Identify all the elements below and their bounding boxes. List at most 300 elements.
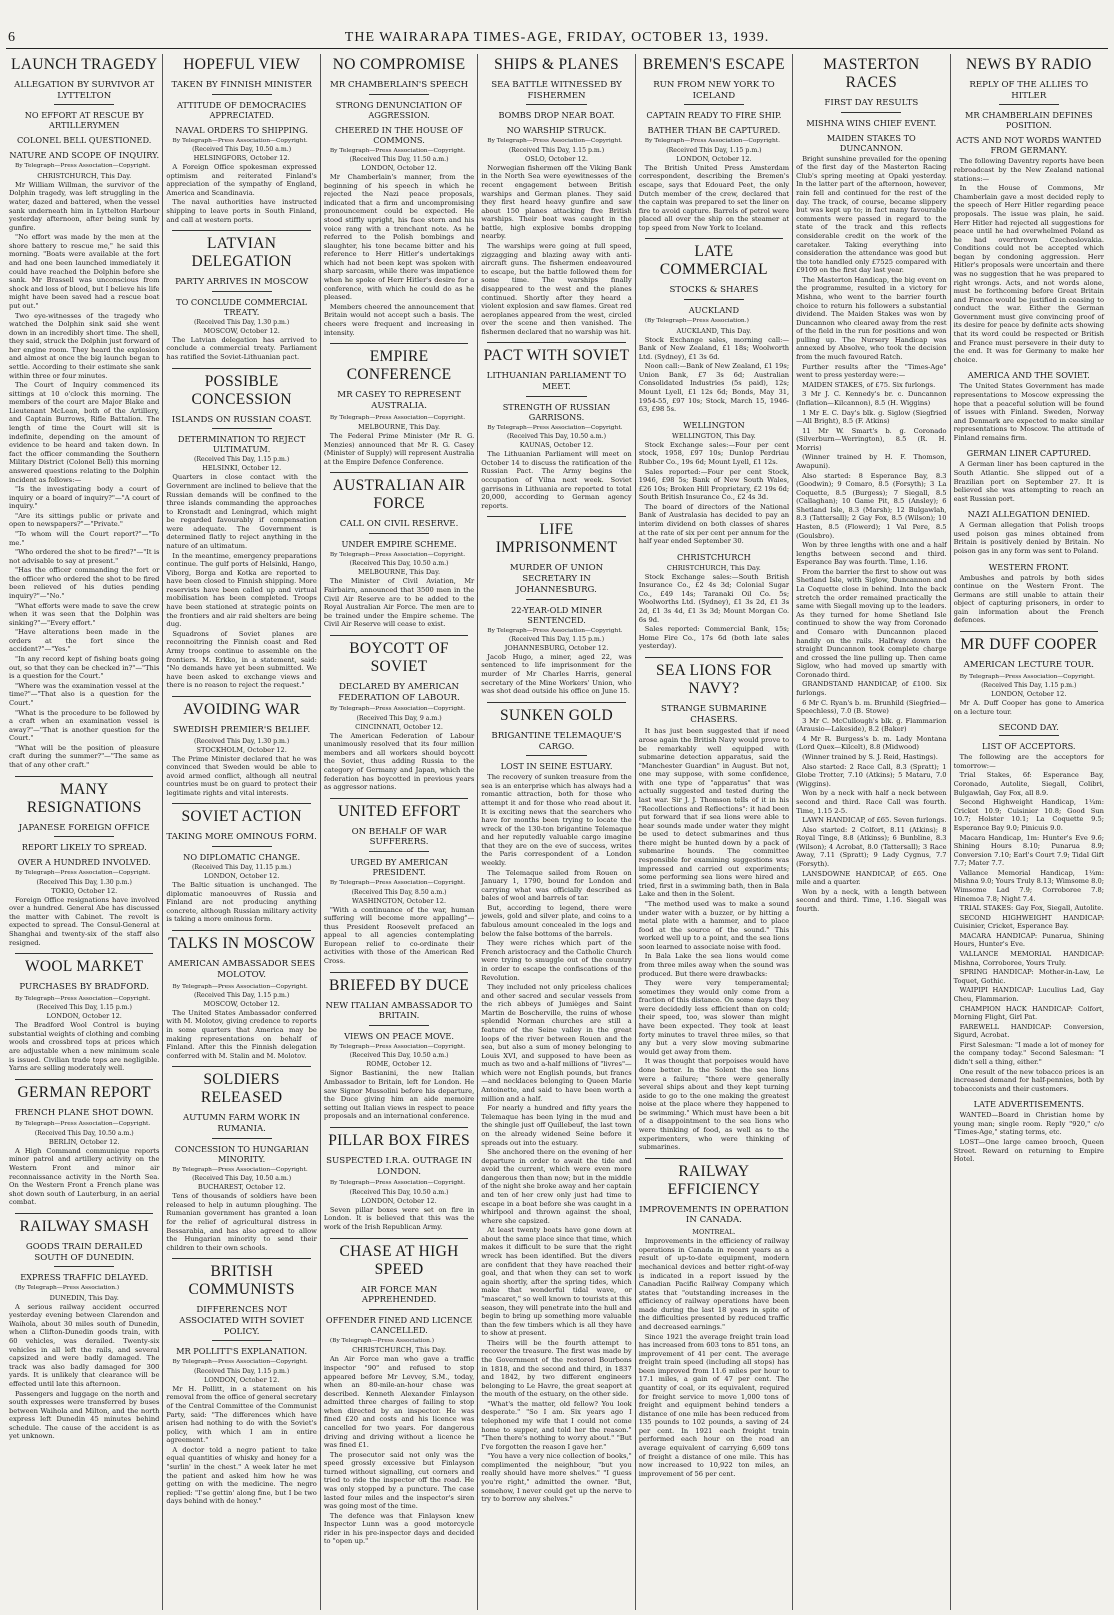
article-divider	[15, 1213, 153, 1214]
received-time: (Received This Day, 1.15 p.m.)	[508, 146, 605, 154]
subheadline: CAPTAIN READY TO FIRE SHIP.	[646, 110, 782, 121]
subhead-rule	[526, 104, 586, 105]
paragraph: SPRING HANDICAP: Mother-in-Law, Le Toquet, Gothic.	[953, 968, 1104, 985]
dateline: MONTREAL.	[692, 1228, 736, 1237]
paragraph: A serious railway accident occurred yesterday evening between Clarendon and Waihola, about 30 miles south of Dunedin, when a Clifton-Dunedin goods train, with 60 vehicles, was derailed. Twenty-six vehicles in all left the rails, and several capsized and were badly damaged. The track was also badly damaged for 300 yards. It is unlikely that clearance will be effected until late this afternoon.	[9, 1302, 160, 1388]
received-time: (Received This Day, 10.50 a.m.)	[34, 1129, 134, 1137]
paragraph: Also started: 2 Race Call, 8.3 (Spratt); 1 Globe Trotter, 7.10 (Atkins); 5 Mataru, 7.0 (Wiggins).	[796, 762, 947, 788]
paragraph: 1 Mr E. C. Day's blk. g. Siglow (Siegfried—All Bright), 8.5 (F. Atkins)	[796, 408, 947, 426]
paragraph: Quarters in close contact with the Government are inclined to believe that the Russian demands will be confined to the three islands commanding the approaches to Kronstadt and Leningrad, which might be regarded favourably if compensation were adequate. The Government is determined flatly to reject anything in the nature of an ultimatum.	[166, 473, 317, 550]
article-divider	[487, 702, 625, 703]
dateline: HELSINKI, October 12.	[202, 464, 282, 473]
dateline: BERLIN, October 12.	[48, 1137, 120, 1146]
received-time: (Received This Day, 10.50 a.m.)	[349, 560, 449, 568]
article	[166, 56, 316, 224]
subhead-rule	[369, 1309, 429, 1310]
paragraph: The Bradford Wool Control is buying substantial weights of clothing and combing wools and crossbred tops at prices which are adjustable when a new minimum scale is issued. Civilian trade tops are negligible. Yarns are selling moderately well.	[9, 1021, 160, 1073]
paragraph: The defence was that Finlayson knew Inspector Lunn was a good motorcycle rider in his pre-inspector days and decided to "open up."	[323, 1511, 475, 1546]
headline: SUNKEN GOLD	[499, 706, 614, 724]
paragraph: MAIDEN STAKES, of £75. Six furlongs.	[802, 380, 936, 389]
byline: By Telegraph—Press Association—Copyright.	[329, 551, 466, 558]
subheadline: TAKING MORE OMINOUS FORM.	[166, 832, 317, 843]
paragraph: The British United Press Amsterdam correspondent, describing the Bremen's escape, says that Edouard Peet, the only Dutch member of the crew, declared that the captain was prepared to set the liner on fire to avoid capture. Barrels of petrol were placed all over the ship on the steamer at top speed from New York to Iceland.	[638, 163, 790, 232]
subheadline: AUTUMN FARM WORK IN RUMANIA.	[182, 1113, 301, 1135]
dateline: MOSCOW, October 12.	[203, 999, 280, 1008]
article	[9, 1213, 159, 1441]
dateline: KAUNAS, October 12.	[519, 441, 594, 450]
paragraph: In Bala Lake the sea lions would come from three miles away when the sound was produced. But there were drawbacks:	[638, 952, 790, 978]
subheadline: AUCKLAND	[688, 305, 740, 316]
headline: AVOIDING WAR	[183, 700, 301, 718]
byline: By Telegraph—Press Association—Copyright.	[15, 1121, 151, 1128]
column-5	[637, 54, 791, 1610]
subheadline: GOODS TRAIN DERAILED SOUTH OF DUNEDIN.	[25, 1241, 143, 1263]
headline: SEA LIONS FOR NAVY?	[655, 661, 772, 697]
paragraph: The prosecutor said not only was the speed grossly excessive but Finlayson turned without signalling, cut corners and tried to ride the inspector off the road. He was only stopped by a puncture. The case lasted four miles and the inspector's siren was going most of the time.	[323, 1450, 475, 1511]
received-time: (Received This Day, 1.15 p.m.)	[193, 456, 290, 464]
subheadline: DIFFERENCES NOT ASSOCIATED WITH SOVIET POLICY.	[179, 1305, 305, 1337]
subheadline: WESTERN FRONT.	[988, 561, 1069, 572]
subheadline: REPLY OF THE ALLIES TO HITLER	[969, 80, 1089, 101]
headline: RAILWAY SMASH	[19, 1217, 149, 1235]
received-time: (Received This Day, 1.15 p.m.)	[36, 1004, 132, 1012]
subheadline: FIRST DAY RESULTS	[824, 98, 919, 108]
subheadline: NAVAL ORDERS TO SHIPPING.	[175, 124, 309, 135]
dateline: CHRISTCHURCH, This Day.	[352, 1346, 447, 1355]
paragraph: They were very temperamental; sometimes they would only come from a fraction of this distance. On some days they were decidedly less efficient than on cold; their speed, too, was slower than might have been expected. They took at least forty minutes to travel three miles, so that any but a very slow moving submarine would get away from them.	[638, 979, 790, 1056]
subheadline: WELLINGTON	[683, 419, 745, 430]
subhead-rule	[212, 94, 272, 95]
subhead-rule	[684, 104, 744, 105]
subhead-rule	[369, 1025, 429, 1026]
article-divider	[330, 635, 468, 636]
dateline: LONDON, October 12.	[203, 872, 280, 881]
article-divider	[172, 696, 310, 697]
subheadline: BOMBS DROP NEAR BOAT.	[498, 110, 615, 121]
byline: By Telegraph—Press Association—Copyright.	[959, 673, 1095, 680]
paragraph: Stock Exchange sales:—Four per cent stock, 1958, £97 10s; Dunlop Perdriau Rubber Co., 19s 6d; Mount Lyell, £1 12s.	[638, 440, 790, 466]
paragraph: Further results after the "Times-Age" went to press yesterday were:—	[796, 362, 947, 380]
headline: TALKS IN MOSCOW	[168, 935, 316, 953]
paragraph: Also started: 2 Colfort, 8.11 (Atkins); 8 Royal Tinge, 8.8 (Atkinss); 6 Bunbline, 8.3 (Wilson); 4 Acrobat, 8.0 (Tattersall); 3 Race Away, 7.11 (Spratt); 9 Lady Cygnus, 7.7 (Forsyth).	[796, 825, 947, 868]
paragraph: VALLANCE MEMORIAL HANDICAP: Mishna, Corroboree, Yours Truly.	[953, 950, 1104, 967]
page-number: 6	[8, 30, 16, 45]
article-divider	[172, 1066, 310, 1067]
subheadline: CALL ON CIVIL RESERVE.	[339, 519, 459, 530]
subheadline: NO EFFORT AT RESCUE BY ARTILLERYMEN	[24, 110, 144, 131]
paragraph: The Minister of Civil Aviation, Mr Fairbairn, announced that 3500 men in the Civil Air Reserve are to be added to the Royal Australian Air Force. The men are to be trained under the Empire scheme. The Civil Air Reserve will cease to exist.	[323, 577, 475, 629]
article	[481, 56, 631, 336]
paragraph: The Prime Minister declared that he was convinced that Sweden would be able to avoid armed conflict, although all neutral countries must be on guard to protect their legitimate rights and vital interests.	[166, 754, 317, 797]
article	[324, 343, 474, 466]
received-time: (Received This Day, 1.15 p.m.)	[193, 991, 290, 999]
subheadline: NAZI ALLEGATION DENIED.	[967, 509, 1090, 520]
article-divider	[172, 368, 310, 369]
subhead-rule	[369, 533, 429, 534]
received-time: (Received This Day, 10.50 a.m.)	[192, 1175, 292, 1183]
article-divider	[487, 516, 625, 517]
subheadline: JAPANESE FOREIGN OFFICE	[18, 822, 150, 833]
article	[166, 803, 316, 924]
subheadline: NO DIPLOMATIC CHANGE.	[183, 852, 301, 863]
byline: By Telegraph—Press Association—Copyright.	[487, 138, 623, 145]
subheadline: PURCHASES BY BRADFORD.	[19, 982, 150, 993]
subheadline: MURDER OF UNION SECRETARY IN JOHANNESBURG.	[509, 563, 604, 595]
article-divider	[330, 472, 468, 473]
byline: By Telegraph—Press Association—Copyright.	[15, 163, 151, 170]
dateline: MOSCOW, October 12.	[203, 326, 280, 335]
article	[166, 696, 316, 798]
paragraph: Two eye-witnesses of the tragedy who watched the Dolphin sink said she went down in an incredibly short time. The shell, they said, struck the Dolphin just forward of her engine room. They heard the explosion and almost at once the big launch began to settle. According to their estimate she sank within three or four minutes.	[9, 311, 160, 380]
headline: BRITISH COMMUNISTS	[188, 1263, 295, 1299]
article	[954, 631, 1104, 716]
subhead-rule	[212, 428, 272, 429]
subheadline: URGED BY AMERICAN PRESIDENT.	[350, 857, 448, 878]
subheadline: TAKEN BY FINNISH MINISTER	[171, 80, 312, 90]
column-rule	[477, 54, 478, 1610]
paragraph: The naval authorities have instructed shipping to leave ports in South Finland, and call at western ports.	[166, 198, 317, 224]
headline: HOPEFUL VIEW	[183, 56, 301, 73]
article	[954, 448, 1104, 503]
headline: SHIPS & PLANES	[494, 56, 619, 73]
headline: MANY RESIGNATIONS	[26, 780, 142, 816]
paragraph: GRANDSTAND HANDICAP, of £100. Six furlongs.	[796, 680, 947, 697]
dateline: LONDON, October 12.	[46, 1012, 122, 1021]
received-time: (Received This Day, 1.15 p.m.)	[193, 1367, 290, 1375]
subheadline: ALLEGATION BY SURVIVOR AT LYTTELTON	[14, 80, 155, 101]
column-rule	[320, 54, 321, 1610]
byline: By Telegraph—Press Association—Copyright.	[329, 880, 466, 887]
subheadline: MR CHAMBERLAIN DEFINES POSITION.	[964, 110, 1093, 131]
subheadline: REPORT LIKELY TO SPREAD.	[21, 842, 147, 853]
article-divider	[645, 1158, 783, 1159]
subheadline: CHRISTCHURCH	[677, 551, 751, 562]
column-4	[479, 54, 633, 1610]
paragraph: The Federal Prime Minister (Mr R. G. Menzies) announced that Mr R. G. Casey (Minister of Supply) will represent Australia at the Empire Defence Conference.	[323, 431, 475, 466]
article	[639, 238, 789, 413]
headline: WOOL MARKET	[24, 958, 144, 976]
paragraph: Seven pillar boxes were set on fire in London. It is believed that this was the work of the Irish Republican Army.	[323, 1205, 475, 1231]
paragraph: TRIAL STAKES: Gay Fox, Siegall, Autolite.	[959, 904, 1104, 913]
byline: By Telegraph—Press Association—Copyright.	[329, 147, 466, 154]
paragraph: Mr H. Pollitt, in a statement on his removal from the office of general secretary of the Central Committee of the Communist Party, said: "The differences which have arisen had nothing to do with the Soviet's policy, with which I am in entire agreement."	[166, 1384, 317, 1445]
subheadline: STOCKS & SHARES	[669, 285, 759, 296]
paragraph: "Is the investigating body a court of inquiry or a board of inquiry?"—"A court of inquiry."	[9, 485, 160, 511]
subheadline: RUN FROM NEW YORK TO ICELAND	[653, 80, 775, 101]
subhead-rule	[526, 396, 586, 397]
paragraph: The board of directors of the National Bank of Australasia has decided to pay an interim dividend on both classes of shares at the rate of six per cent per annum for the half year ended September 30.	[638, 502, 790, 546]
paragraph: The Telemaque sailed from Rouen on January 1, 1790, bound for London and carrying what was officially described as bales of wool and barrels of tar.	[481, 868, 632, 903]
headline: CHASE AT HIGH SPEED	[339, 1242, 459, 1278]
byline: By Telegraph—Press Association—Copyright.	[329, 1044, 466, 1051]
subhead-rule	[212, 1340, 272, 1341]
subheadline: SUSPECTED I.R.A. OUTRAGE IN LONDON.	[326, 1155, 472, 1177]
dateline: LONDON, October 12.	[676, 154, 752, 163]
headline: MASTERTON RACES	[823, 56, 920, 91]
paragraph: A doctor told a negro patient to take equal quantities of whisky and honey for a "surlin' in the chest." A week later he met the patient and asked him how he was getting on with the medicine. The negro replied: "I'se gettin' along fine, but I be two days behind with de honey."	[166, 1445, 317, 1506]
dateline: BUCHAREST, October 12.	[197, 1183, 286, 1192]
article	[481, 516, 631, 695]
paragraph: They included not only priceless chalices and other sacred and secular vessels from the rich abbeys of Jumièges and Saint Martin de Boscherville, the ruins of whose splendid Norman churches are still a feature of the Seine valley in the great loops of the river between Rouen and the sea, but also a sum of money belonging to Louis XVI, and supposed to have been as much as two and a-half millions of "livres"—which were not English pounds, but francs—and necklaces belonging to Queen Marie Antoinette, and said to have been worth a million and a half.	[481, 983, 632, 1103]
article	[324, 972, 474, 1121]
subheadline: NO WARSHIP STRUCK.	[506, 125, 607, 136]
paragraph: 4 Mr R. Burgess's b. m. Lady Montana (Lord Quex—Kilcelt), 8.8 (Midwood)	[796, 734, 947, 752]
headline: EMPIRE CONFERENCE	[346, 348, 452, 384]
subheadline: OVER A HUNDRED INVOLVED.	[17, 857, 151, 868]
article	[324, 56, 474, 337]
column-rule	[162, 54, 163, 1610]
paragraph: They were riches which part of the French aristocracy and the Catholic Church were trying to smuggle out of the country in order to escape the confiscations of the Revolution.	[481, 939, 632, 982]
paragraph: (Winner trained by S. J. Reid, Hastings).	[802, 753, 938, 762]
paragraph: Stock Exchange sales, morning call:—Bank of New Zealand, £1 18s; Woolworth Ltd. (Sydney), £1 3s 6d.	[638, 335, 790, 361]
received-time: (Received This Day, 10.50 a.m.)	[349, 1188, 449, 1196]
byline: By Telegraph—Press Association—Copyright.	[329, 414, 466, 421]
subhead-rule	[54, 104, 114, 105]
subhead-rule	[212, 1138, 272, 1139]
subheadline: STRENGTH OF RUSSIAN GARRISONS.	[502, 401, 611, 422]
dateline: JOHANNESBURG, October 12.	[504, 643, 609, 652]
article-divider	[172, 803, 310, 804]
headline: PILLAR BOX FIRES	[328, 1131, 470, 1149]
byline: By Telegraph—Press Association—Copyright.	[15, 870, 151, 877]
byline: By Telegraph—Press Association—Copyright.	[487, 424, 623, 431]
article	[324, 1238, 474, 1547]
headline: LATE COMMERCIAL	[659, 243, 768, 279]
paragraph: Macara Handicap, 1m: Hunter's Eve 9.6; Shining Hours 8.10; Punarua 8.9; Conversion 7.10; Earl's Court 7.9; Tidal Gift 7.7; Mater 7.7.	[953, 833, 1104, 868]
dateline: STOCKHOLM, October 12.	[196, 745, 287, 754]
article	[639, 1158, 789, 1479]
received-time: (Received This Day, 11.50 a.m.)	[349, 156, 449, 164]
headline: BREMEN'S ESCAPE	[642, 56, 785, 73]
headline: AUSTRALIAN AIR FORCE	[332, 477, 466, 513]
headline: LATVIAN DELEGATION	[191, 235, 292, 271]
dateline: OSLO, October 12.	[524, 154, 589, 163]
paragraph: A German liner has been captured in the South Atlantic. She slipped out of a Brazilian port on September 27. It is believed she was attempting to reach an east Russian port.	[953, 460, 1104, 503]
headline: LAUNCH TRAGEDY	[10, 56, 158, 73]
paragraph: Won by a neck with half a neck between second and third. Race Call was fourth. Time, 1.15 2-5.	[796, 789, 947, 815]
paragraph: LAWN HANDICAP, of £65. Seven furlongs.	[802, 816, 947, 825]
subhead-rule	[684, 299, 744, 300]
paragraph: The Masterton Handicap, the big event on the programme, resulted in a victory for Mishna, who went to the barrier fourth choice to return his followers a substantial dividend. The Maiden Stakes was won by Duncannon who cleared away from the rest of the field in the run for positions and won pulling up. The Nursery Handicap was annexed by Absolve, who took the decision from the much favoured Ratch.	[796, 275, 947, 362]
received-time: (Received This Day, 1.15 p.m.)	[666, 146, 762, 154]
paragraph: Passengers and luggage on the north and south expresses were transferred by buses between Waihola and Milton, and the north express left Dunedin 45 minutes behind schedule. The cause of the accident is as yet unknown.	[9, 1389, 160, 1441]
subheadline: ISLANDS ON RUSSIAN COAST.	[171, 414, 312, 425]
article-divider	[330, 343, 468, 344]
dateline: LONDON, October 12.	[203, 1375, 280, 1384]
article	[324, 635, 474, 792]
headline: BRIEFED BY DUCE	[329, 976, 470, 994]
paragraph: Norwegian fishermen off the Viking Bank in the North Sea were eyewitnesses of the recent engagement between British warships and German planes. They said they first heard heavy gunfire and saw about 150 planes attacking five British warships. Their boat was caught in the battle, high explosive bombs dropping nearby.	[481, 163, 632, 241]
article	[9, 953, 159, 1073]
paragraph: "Has the officer commanding the fort or the officer who ordered the shot to be fired been relieved of his duties pending inquiry?"—"No."	[9, 566, 160, 601]
headline: BOYCOTT OF SOVIET	[349, 639, 449, 675]
paragraph: The recovery of sunken treasure from the sea is an enterprise which has always had a romantic attraction, both for those who attempt it and for those who read about it. It is exciting news that the searchers who have for months been trying to locate the wreck of the 130-ton brigantine Telemaque and her reputedly valuable cargo imagine that they are on the eve of success, writes the Paris correspondent of a London weekly.	[481, 773, 632, 868]
column-2	[164, 54, 318, 1610]
subheadline: ACTS AND NOT WORDS WANTED FROM GERMANY.	[956, 135, 1102, 156]
subheadline: AMERICA AND THE SOVIET.	[967, 370, 1090, 381]
paragraph: She anchored there on the evening of her departure in order to await the tide and avoid the current, which were even more dangerous then than now; but in the middle of the night she broke away and her captain and ten of her crew only just had time to escape in a boat before she was caught in a whirlpool and thrown against the shoal, where she capsized.	[481, 1148, 632, 1225]
paragraph: Stock Exchange sales:—South British Insurance Co., £2 4s 3d; Colonial Sugar Co., £49 14s; Taranaki Oil Co. 5s; Woolworths Ltd. (Sydney), £1 3s 2d, £1 3s 2d, £1 3s 4d, £1 3s 3d; Mount Morgan Co. 6s 9d.	[638, 572, 790, 624]
article-divider	[172, 1258, 310, 1259]
article	[481, 342, 631, 510]
article-divider	[330, 1238, 468, 1239]
paragraph: 11 Mr W. Smart's b. g. Coronado (Silverburn—Werrington), 8.5 (R. H. Morris)	[796, 426, 947, 452]
column-6	[794, 54, 948, 1610]
subheadline: SEA BATTLE WITNESSED BY FISHERMEN	[491, 80, 622, 101]
dateline: WASHINGTON, October 12.	[352, 896, 447, 905]
paragraph: A German allegation that Polish troops used poison gas mines obtained from Britain is positively denied by Britain. No poison gas in any form was sent to Poland.	[953, 521, 1104, 556]
paragraph: SECOND HIGHWEIGHT HANDICAP: Cuisinier, Cricket, Esperance Bay.	[953, 913, 1104, 931]
article	[9, 1079, 159, 1207]
byline: By Telegraph—Press Association—Copyright.	[15, 995, 151, 1002]
subheadline: ON BEHALF OF WAR SUFFERERS.	[351, 826, 447, 848]
subheadline: 22-YEAR-OLD MINER SENTENCED.	[511, 604, 602, 625]
article-divider	[15, 953, 153, 954]
article	[796, 56, 946, 913]
received-time: (Received This Day, 1.15 p.m.)	[981, 682, 1077, 690]
subheadline: CHEERED IN THE HOUSE OF COMMONS.	[334, 124, 464, 145]
subheadline: IMPROVEMENTS IN OPERATION IN CANADA.	[639, 1204, 789, 1226]
article-divider	[330, 972, 468, 973]
article	[639, 420, 789, 546]
subhead-rule	[54, 836, 114, 837]
paragraph: "The method used was to make a sound under water with a buzzer, or by hitting a metal plate with a hammer, and to place food at the source of the sound." This worked well up to a point, and the sea lions soon learned to associate noise with food.	[638, 899, 790, 951]
paragraph: Squadrons of Soviet planes are reconnoitring the Finnish coast and Red Army troops continue to assemble on the frontiers. M. Erkko, in a statement, said: "No demands have yet been submitted. We have been asked to exchange views and there is no reason to reject the request."	[166, 629, 317, 690]
headline: POSSIBLE CONCESSION	[191, 372, 292, 408]
byline: By Telegraph—Press Association—Copyright.	[172, 137, 308, 144]
paragraph: Ambushes and patrols by both sides continue on the Western Front. The Germans are still unable to attain their object of capturing prisoners, in order to gain information about the French defences.	[953, 573, 1104, 625]
paragraph: The United States Ambassador conferred with M. Molotov, giving credence to reports in some quarters that America may be making representations on behalf of Finland. After this the Finnish delegation conferred with M. Stalin and M. Molotov.	[166, 1008, 317, 1060]
subhead-rule	[369, 94, 429, 95]
paragraph: Trial Stakes, 6f: Esperance Bay, Coronado, Autolite, Siegall, Colibri, Bulgawlah, Gay Fox, all 8.9.	[953, 771, 1104, 797]
subheadline: LOST IN SEINE ESTUARY.	[500, 761, 613, 772]
paragraph: Foreign Office resignations have involved over a hundred. General Abe has discussed the matter with Cabinet. The revolt is expected to spread. The Consul-General at Shanghai and twenty-six of the staff also resigned.	[9, 895, 160, 947]
subheadline: BRIGANTINE TELEMAQUE'S CARGO.	[491, 730, 622, 752]
subheadline: MISHNA WINS CHIEF EVENT.	[806, 117, 937, 128]
dateline: AUCKLAND, This Day.	[676, 326, 752, 335]
paragraph: The following Daventry reports have been rebroadcast by the New Zealand national stations:—	[953, 157, 1104, 183]
paragraph: "What is the procedure to be followed by a craft when an examination vessel is away?"—"That is another question for the Court."	[9, 708, 160, 743]
received-time: (Received This Day, 9 a.m.)	[356, 714, 442, 722]
subheadline: COLONEL BELL QUESTIONED.	[17, 135, 152, 146]
byline: By Telegraph—Press Association—Copyright.	[329, 1180, 466, 1187]
subheadline: PARTY ARRIVES IN MOSCOW	[175, 277, 309, 288]
subheadline: UNDER EMPIRE SCHEME.	[341, 538, 457, 549]
received-time: (Received This Day, 1.30 p.m.)	[193, 737, 290, 745]
column-rule	[635, 54, 636, 1610]
paragraph: Jacob Hugo, a miner, aged 22, was sentenced to life imprisonment for the murder of Mr Charles Harris, general secretary of the Mine Workers' Union, who was shot dead outside his office on June 15.	[481, 652, 632, 696]
article	[166, 930, 316, 1060]
article	[166, 368, 316, 690]
paragraph: One result of the new tobacco prices is an increased demand for half-pennies, both by tobacconists and their customers.	[953, 1067, 1104, 1093]
byline: By Telegraph—Press Association—Copyright.	[329, 706, 466, 713]
paragraph: Theirs will be the fourth attempt to recover the treasure. The first was made by the Government of the restored Bourbons in 1818, and the second and third, in 1837 and 1842, by two different engineers belonging to Le Havre, the great seaport at the mouth of the estuary, on the other side.	[481, 1338, 632, 1399]
received-time: (Received This Day, 1.15 p.m.)	[508, 635, 605, 643]
dateline: LONDON, October 12.	[991, 690, 1067, 699]
subheadline: MAIDEN STAKES TO DUNCANNON.	[826, 132, 916, 153]
article-divider	[645, 657, 783, 658]
paragraph: At least twenty boats have gone down at about the same place since that time, which makes it difficult to be sure that the right wreck has been identified. But the divers are confident that they have reached their goal, and that when they can set to work again shortly, after the spring tides, which make that wonderful tidal wave, or "mascaret," so well known to tourists at this season, they will penetrate into the hull and begin to bring up something more valuable than the few timbers which is all they have to show at present.	[481, 1226, 632, 1338]
paragraph: "What's the matter, old fellow? You look desperate." "So I am. Six years ago I telephoned my wife that I could not come home to supper, and told her the reason." "Then there's nothing to worry about." "But I've forgotten the reason I gave her."	[481, 1399, 632, 1451]
masthead	[6, 26, 1108, 49]
paragraph: Sales reported:—Four per cent Stock, 1946, £98 5s; Bank of New South Wales, £26 10s; Broken Hill Proprietary, £2 19s 6d; South British Insurance Co., £2 4s 3d.	[638, 467, 790, 502]
paragraph: Since 1921 the average freight train load has increased from 603 tons to 851 tons, an improvement of 41 per cent. The average freight train speed (including all stops) has been improved from 11.6 miles per hour to 17.1 miles, a gain of 47 per cent. The quantity of coal, or its equivalent, required for freight service to move 1,000 tons of freight and equipment behind tenders a distance of one mile has been reduced from 135 pounds to 102 pounds, a saving of 24 per cent. In 1921 each freight train performed each hour on the road an average equivalent of carrying 6,609 tons of freight a distance of one mile. This has now increased to 10,922 ton miles, an improvement of 56 per cent.	[638, 1332, 790, 1478]
paragraph: CHAMPION HACK HANDICAP: Colfort, Morning Flight, Girl Pat.	[953, 1004, 1104, 1022]
article	[954, 1099, 1104, 1163]
paragraph: The Court of Inquiry commenced its sittings at 10 o'clock this morning. The members of the court are Major Blake and Lieutenant McLean, both of the Artillery, and Captain Burrows, Rifle Battalion. The length of time the Court will sit is indefinite, depending on the amount of evidence to be heard and taken down. In fact the officer commanding the Southern Military District (Colonel Bell) this morning answered questions relating to the Dolphin incident as follows:—	[9, 381, 160, 484]
byline: (By Telegraph—Press Association.)	[15, 1285, 120, 1292]
paragraph: 3 Mr C. McCullough's blk. g. Flammarion (Arausio—Lakeside), 8.2 (Baker)	[796, 716, 947, 734]
subheadline: AMERICAN AMBASSADOR SEES MOLOTOV.	[168, 959, 316, 980]
byline: (By Telegraph—Press Association.)	[644, 318, 749, 325]
paragraph: "Are its sittings public or private and open to newspapers?"—"Private."	[9, 511, 160, 529]
subhead-rule	[841, 112, 901, 113]
paragraph: 3 Mr J. C. Kennedy's br. c. Duncannon (Inflation—Kilcannon), 8.5 (H. Wiggins)	[796, 390, 947, 407]
article	[9, 776, 159, 948]
paragraph: It was thought that porpoises would have done better. In the Solent the sea lions were a failure; "there were generally several ships about and they kept turning aside to go to the one making the greatest noise at the place where they happened to be swimming." Which must have been a bit of a disappointment to the sea lions who were thinking of food, as well as to the experimenters, who were thinking of submarines.	[638, 1057, 790, 1152]
paragraph: FAREWELL HANDICAP: Conversion, Sigurd, Acrobat.	[953, 1022, 1104, 1040]
paragraph: (Winner trained by H. F. Thomson, Awapuni).	[796, 453, 947, 470]
article	[954, 562, 1104, 625]
article-divider	[330, 798, 468, 799]
article	[954, 56, 1104, 364]
dateline: WELLINGTON, This Day.	[672, 431, 756, 440]
paragraph: "What efforts were made to save the crew when it was seen that the Dolphin was sinking?"—"Every effort."	[9, 601, 160, 627]
subhead-rule	[526, 755, 586, 756]
paragraph: WANTED—Board in Christian home by young man; single room. Reply "920," c/o "Times-Age," stating terms, etc.	[953, 1111, 1104, 1137]
paragraph: The Baltic situation is unchanged. The diplomatic manoeuvres of Russia and Finland are not producing anything concrete, although Russian military activity is taking a more ominous form.	[166, 881, 317, 924]
article	[954, 722, 1104, 1093]
column-rule	[950, 54, 951, 1610]
received-time: (Received This Day, 11.15 p.m.)	[191, 864, 292, 872]
paragraph: "Have alterations been made in the orders at the fort since the accident?"—"Yes."	[9, 628, 160, 654]
byline: By Telegraph—Press Association—Copyright.	[172, 1359, 308, 1366]
paragraph: "You have a very nice collection of books," complimented the neighbour, "but you really should have more shelves." "I guess you're right," admitted the owner. "But, somehow, I never could get up the nerve to try to borrow any shelves."	[481, 1452, 632, 1504]
article	[324, 472, 474, 629]
subheadline: DECLARED BY AMERICAN FEDERATION OF LABOUR.	[338, 681, 460, 703]
paragraph: In the meantime, emergency preparations continue. The gulf ports of Helsinki, Hango, Viborg, Borga and Kotka are reported to have been closed to Finnish shipping. More reservists have been called up and virtual mobilisation has been completed. Troops have been stationed at strategic points on the frontiers and air raid shelters are being dug.	[166, 551, 317, 629]
dateline: CHRISTCHURCH, This Day.	[666, 563, 761, 572]
subheadline: AMERICAN LECTURE TOUR.	[963, 660, 1094, 671]
subheadline: MR CHAMBERLAIN'S SPEECH	[329, 80, 469, 90]
column-3	[322, 54, 476, 1610]
subheadline: STRONG DENUNCIATION OF AGGRESSION.	[335, 99, 463, 120]
article	[166, 1066, 316, 1252]
article	[954, 370, 1104, 442]
headline: LIFE IMPRISONMENT	[495, 521, 618, 557]
article	[639, 552, 789, 651]
article-divider	[645, 238, 783, 239]
paragraph: "To whom will the Court report?"—"To me."	[9, 529, 160, 547]
columns-container	[6, 54, 1108, 1610]
subheadline: NATURE AND SCOPE OF INQUIRY.	[9, 150, 160, 161]
paragraph: The United States Government has made representations to Moscow expressing the hope that a peaceful solution will be found of issues with Finland. Sweden, Norway and Denmark are expected to make similar representations to Moscow. The attitude of Finland remains firm.	[953, 382, 1104, 442]
paragraph: Won by three lengths with one and a half lengths between second and third. Esperance Bay was fourth. Time, 1.16.	[796, 541, 947, 567]
headline: MR DUFF COOPER	[960, 636, 1098, 654]
subhead-rule	[369, 851, 429, 852]
paragraph: Won by a neck, with a length between second and third. Time, 1.16. Siegall was fourth.	[796, 887, 947, 913]
paragraph: 6 Mr C. Ryan's b. m. Brunhild (Siegfried—Speechless), 7.0 (B. Stowe)	[796, 698, 947, 716]
subheadline: OFFENDER FINED AND LICENCE CANCELLED.	[325, 1314, 473, 1335]
column-1	[7, 54, 161, 1610]
dateline: LONDON, October 12.	[361, 1196, 437, 1205]
paragraph: Members cheered the announcement that Britain would not accept such a basis. The cheers were frequent and increasing in intensity.	[323, 302, 475, 337]
article-divider	[172, 930, 310, 931]
subheadline: MR CASEY TO REPRESENT AUSTRALIA.	[337, 390, 461, 411]
column-rule	[792, 54, 793, 1610]
article	[639, 56, 789, 232]
paragraph: The American Federation of Labour unanimously resolved that its four million members and all workers should boycott the Soviet, thus adding Russia to the category of Germany and Japan, which the federation has boycotted in previous years as aggressor nations.	[323, 731, 475, 792]
